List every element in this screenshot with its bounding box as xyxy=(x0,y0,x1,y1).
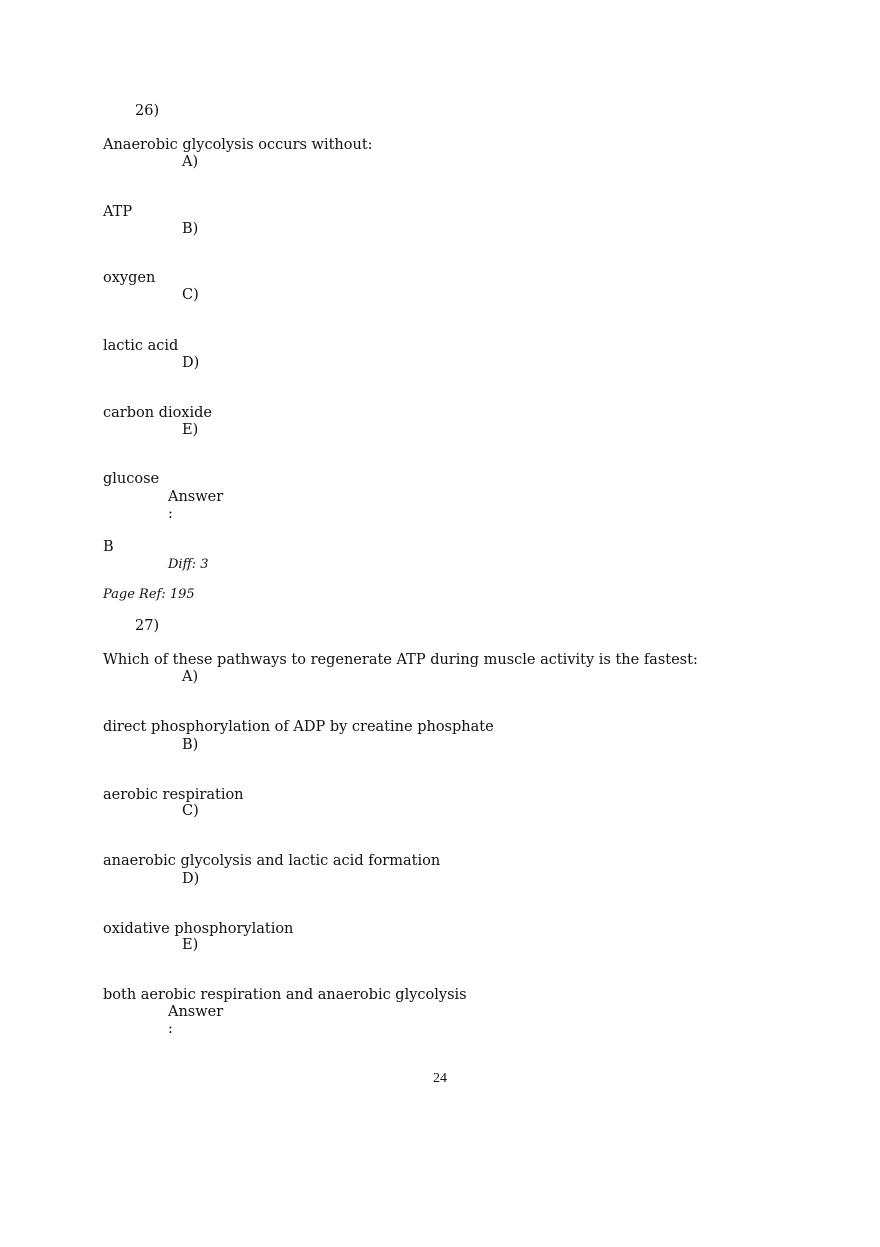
answer-label: Answer xyxy=(168,489,224,505)
difficulty-label: Diff: 3 xyxy=(168,557,209,572)
option-text: carbon dioxide xyxy=(103,405,212,421)
option-text: glucose xyxy=(103,471,160,487)
answer-colon: : xyxy=(168,506,173,522)
answer-label: Answer xyxy=(168,1004,224,1020)
page-number: 24 xyxy=(433,1071,447,1086)
option-letter: D) xyxy=(182,871,200,887)
question-stem: Anaerobic glycolysis occurs without: xyxy=(103,137,373,153)
option-text: aerobic respiration xyxy=(103,787,244,803)
option-letter: B) xyxy=(182,221,199,237)
option-letter: E) xyxy=(182,422,199,438)
option-text: oxidative phosphorylation xyxy=(103,921,294,937)
option-text: direct phosphorylation of ADP by creatine phosphate xyxy=(103,719,494,735)
option-letter: B) xyxy=(182,737,199,753)
page-ref-label: Page Ref: 195 xyxy=(103,587,195,602)
option-letter: C) xyxy=(182,803,199,819)
option-text: anaerobic glycolysis and lactic acid formation xyxy=(103,853,441,869)
question-stem: Which of these pathways to regenerate ATP during muscle activity is the fastest: xyxy=(103,652,698,668)
answer-value: B xyxy=(103,539,114,555)
option-text: ATP xyxy=(103,204,133,220)
option-letter: C) xyxy=(182,287,199,303)
option-letter: D) xyxy=(182,355,200,371)
option-text: both aerobic respiration and anaerobic glycolysis xyxy=(103,987,467,1003)
answer-colon: : xyxy=(168,1021,173,1037)
option-letter: E) xyxy=(182,937,199,953)
option-letter: A) xyxy=(182,669,199,685)
option-text: lactic acid xyxy=(103,338,179,354)
option-text: oxygen xyxy=(103,270,156,286)
question-number: 26) xyxy=(135,103,160,119)
question-number: 27) xyxy=(135,618,160,634)
option-letter: A) xyxy=(182,154,199,170)
